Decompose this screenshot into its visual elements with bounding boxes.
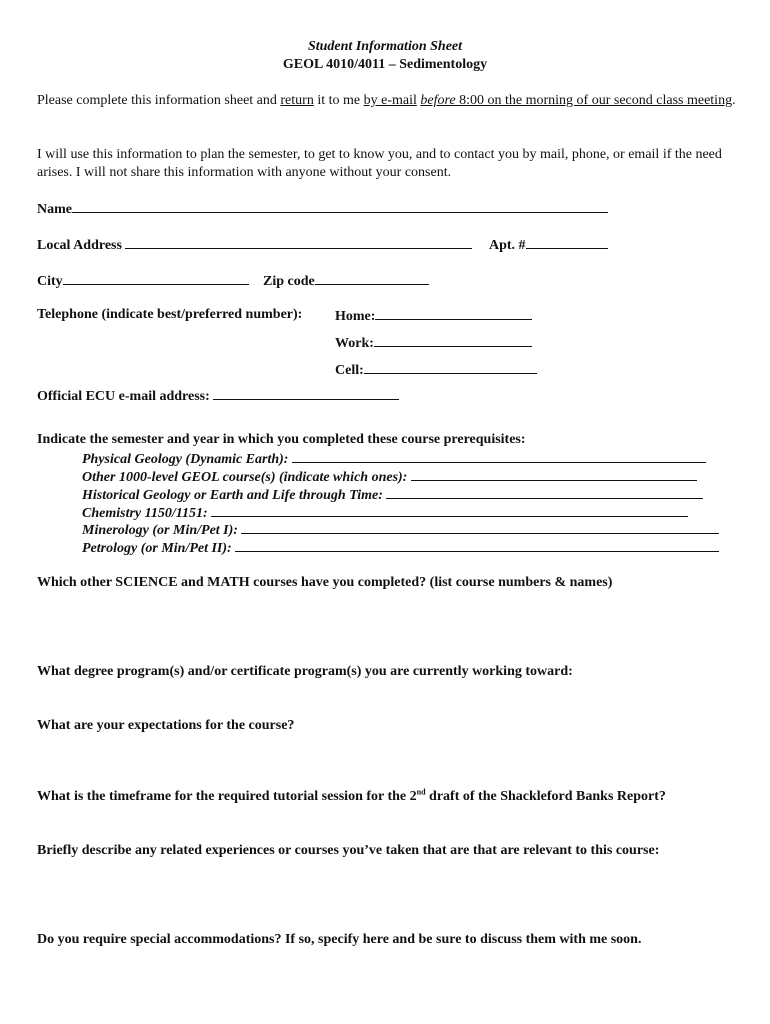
work-blank[interactable] <box>374 333 532 347</box>
cell-phone-field[interactable] <box>335 360 537 379</box>
zip-label: Zip code <box>263 274 315 289</box>
name-label: Name <box>37 202 72 217</box>
city-field[interactable] <box>37 271 249 290</box>
local-address-label: Local Address <box>37 238 126 253</box>
home-blank[interactable] <box>375 306 532 320</box>
apt-field[interactable] <box>489 235 608 254</box>
intro-paragraph-2: I will use this information to plan the semester, to get to know you, and to contact you by mail, phone, or email if the need arises. I will not share this information with anyone without your consent. <box>37 147 722 180</box>
local-address-blank[interactable] <box>125 235 472 249</box>
name-field[interactable] <box>37 199 608 218</box>
prereq-item[interactable] <box>82 467 697 486</box>
question-degree-program: What degree program(s) and/or certificate program(s) you are currently working toward: <box>37 664 573 679</box>
zip-blank[interactable] <box>315 271 429 285</box>
question-science-math: Which other SCIENCE and MATH courses have you completed? (list course numbers & names) <box>37 575 613 590</box>
city-label: City <box>37 274 63 289</box>
local-address-field[interactable] <box>37 235 472 254</box>
prereq-item[interactable] <box>82 485 703 504</box>
prereq-item[interactable] <box>82 520 719 539</box>
prereq-blank[interactable] <box>411 467 697 481</box>
intro-paragraph-1: Please complete this information sheet and return it to me by e-mail before 8:00 on the morning of our second class meeting. <box>37 93 736 108</box>
course-title: GEOL 4010/4011 – Sedimentology <box>282 57 488 72</box>
prereq-blank[interactable] <box>211 503 688 517</box>
sheet-title: Student Information Sheet <box>307 39 463 54</box>
question-accommodations: Do you require special accommodations? If so, specify here and be sure to discuss them with me soon. <box>37 932 642 947</box>
prereq-label: Physical Geology (Dynamic Earth): <box>82 452 292 467</box>
name-blank[interactable] <box>72 199 608 213</box>
prereq-label: Minerology (or Min/Pet I): <box>82 523 242 538</box>
prereq-blank[interactable] <box>241 520 719 534</box>
prereq-item[interactable] <box>82 538 719 557</box>
city-blank[interactable] <box>63 271 249 285</box>
prereq-label: Other 1000-level GEOL course(s) (indicate which ones): <box>82 470 411 485</box>
email-label: Official ECU e-mail address: <box>37 389 214 404</box>
prereq-heading: Indicate the semester and year in which you completed these course prerequisites: <box>37 432 526 447</box>
prereq-blank[interactable] <box>386 485 703 499</box>
question-tutorial-timeframe: What is the timeframe for the required tutorial session for the 2nd draft of the Shackleford Banks Report? <box>37 787 666 804</box>
prereq-label: Petrology (or Min/Pet II): <box>82 541 236 556</box>
cell-label: Cell: <box>335 363 364 378</box>
apt-blank[interactable] <box>526 235 608 249</box>
prereq-blank[interactable] <box>235 538 719 552</box>
zip-field[interactable] <box>263 271 429 290</box>
home-phone-field[interactable] <box>335 306 532 325</box>
prereq-label: Chemistry 1150/1151: <box>82 506 212 521</box>
email-field[interactable] <box>37 386 399 405</box>
home-label: Home: <box>335 309 376 324</box>
prereq-label: Historical Geology or Earth and Life through Time: <box>82 488 387 503</box>
prereq-item[interactable] <box>82 449 706 468</box>
work-label: Work: <box>335 336 374 351</box>
question-related-experience: Briefly describe any related experiences or courses you’ve taken that are that are relevant to this course: <box>37 843 660 858</box>
telephone-label: Telephone (indicate best/preferred number): <box>37 307 303 322</box>
cell-blank[interactable] <box>364 360 537 374</box>
apt-label: Apt. # <box>489 238 526 253</box>
work-phone-field[interactable] <box>335 333 532 352</box>
question-expectations: What are your expectations for the course? <box>37 718 295 733</box>
email-blank[interactable] <box>213 386 399 400</box>
prereq-blank[interactable] <box>292 449 706 463</box>
